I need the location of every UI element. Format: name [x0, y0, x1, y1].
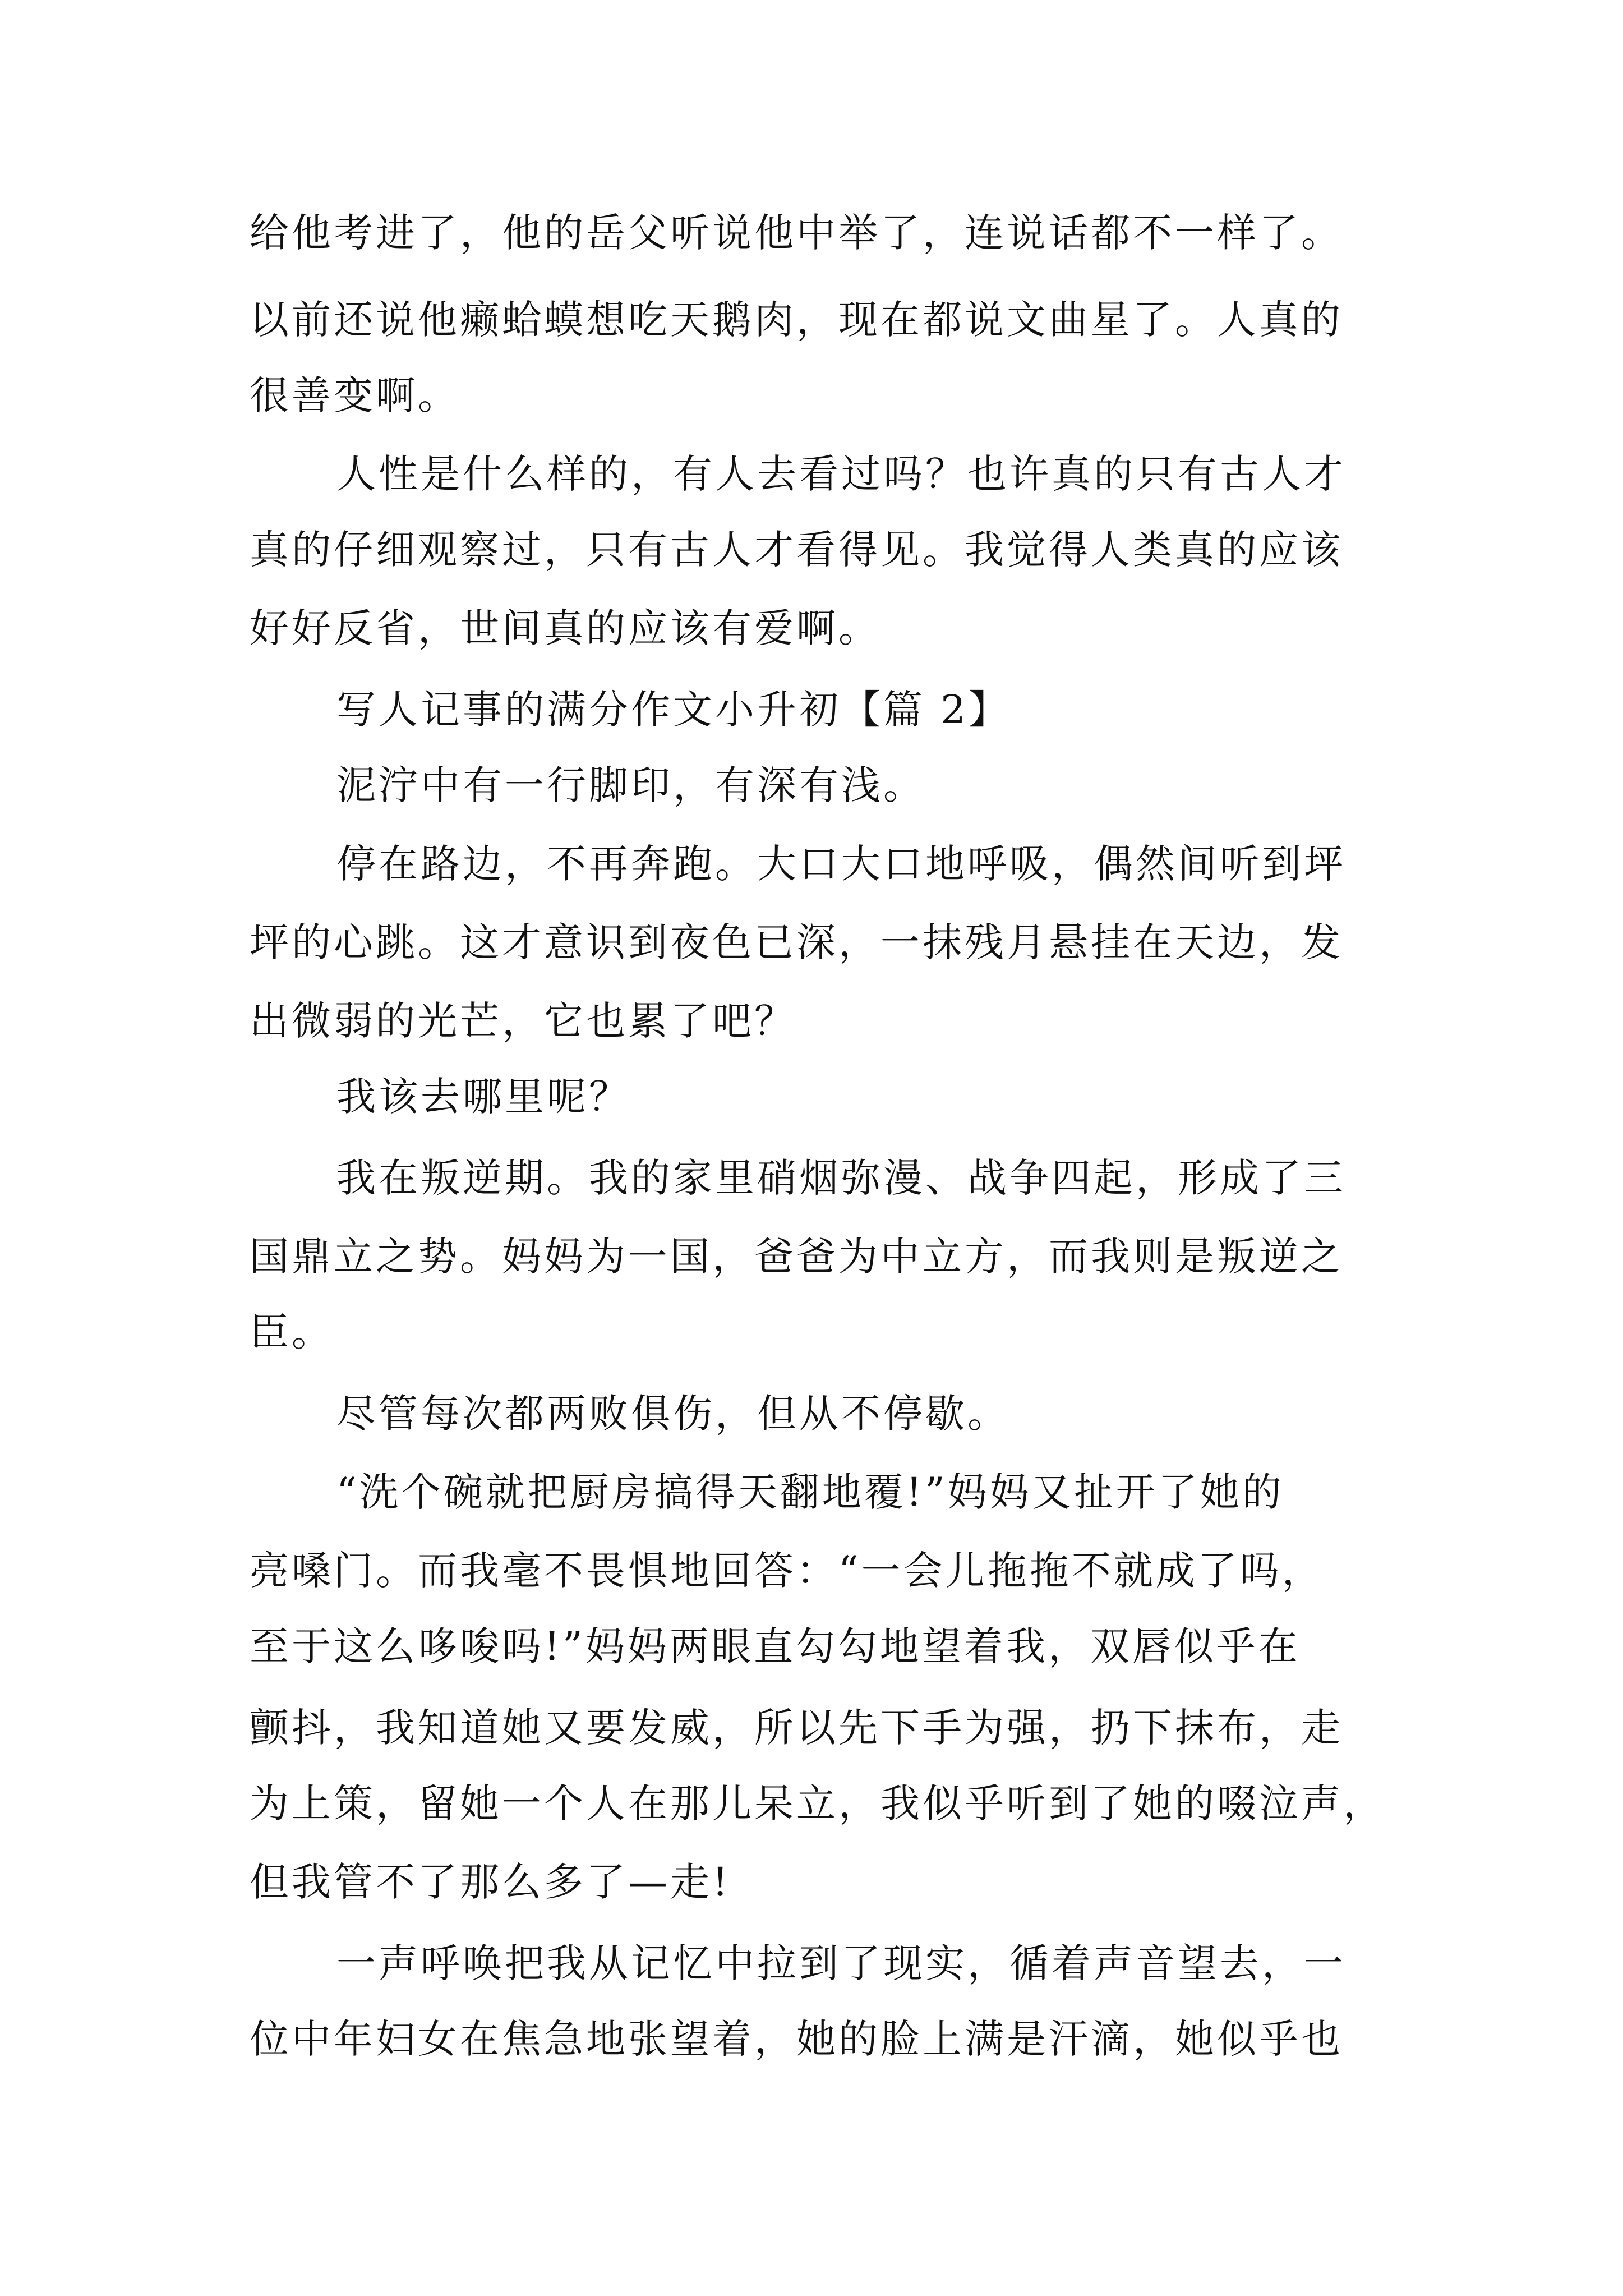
text-line-19: 至于这么哆唆吗!”妈妈两眼直勾勾地望着我，双唇似乎在	[250, 1623, 1301, 1669]
text-line-20: 颤抖，我知道她又要发威，所以先下手为强，扔下抹布，走	[250, 1705, 1343, 1751]
text-line-15: 臣。	[250, 1309, 334, 1355]
text-line-2: 以前还说他癞蛤蟆想吃天鹅肉，现在都说文曲星了。人真的	[250, 297, 1343, 343]
text-line-6: 好好反省，世间真的应该有爱啊。	[250, 605, 880, 651]
text-line-1: 给他考进了，他的岳父听说他中举了，连说话都不一样了。	[250, 210, 1343, 256]
text-line-16: 尽管每次都两败俱伤，但从不停歇。	[336, 1391, 1009, 1437]
text-line-4: 人性是什么样的，有人去看过吗？也许真的只有古人才	[336, 451, 1346, 497]
text-line-24: 位中年妇女在焦急地张望着，她的脸上满是汗滴，她似乎也	[250, 2016, 1343, 2062]
text-line-14: 国鼎立之势。妈妈为一国，爸爸为中立方，而我则是叛逆之	[250, 1234, 1343, 1280]
text-line-11: 出微弱的光芒，它也累了吧？	[250, 998, 796, 1044]
text-line-22: 但我管不了那么多了—走!	[250, 1859, 731, 1905]
text-line-9: 停在路边，不再奔跑。大口大口地呼吸，偶然间听到坪	[336, 841, 1346, 887]
text-line-13: 我在叛逆期。我的家里硝烟弥漫、战争四起，形成了三	[336, 1155, 1346, 1201]
text-line-18: 亮嗓门。而我毫不畏惧地回答：“一会儿拖拖不就成了吗，	[250, 1548, 1324, 1594]
text-line-3: 很善变啊。	[250, 372, 460, 418]
text-line-17: “洗个碗就把厨房搞得天翻地覆!”妈妈又扯开了她的	[336, 1469, 1284, 1515]
text-line-5: 真的仔细观察过，只有古人才看得见。我觉得人类真的应该	[250, 527, 1343, 573]
text-line-21: 为上策，留她一个人在那儿呆立，我似乎听到了她的啜泣声，	[250, 1780, 1385, 1826]
text-line-23: 一声呼唤把我从记忆中拉到了现实，循着声音望去，一	[336, 1940, 1346, 1986]
text-line-12: 我该去哪里呢？	[336, 1074, 631, 1120]
text-line-10: 坪的心跳。这才意识到夜色已深，一抹残月悬挂在天边，发	[250, 919, 1343, 965]
text-line-8: 泥泞中有一行脚印，有深有浅。	[336, 762, 925, 808]
section-heading: 写人记事的满分作文小升初【篇 2】	[336, 687, 1011, 733]
